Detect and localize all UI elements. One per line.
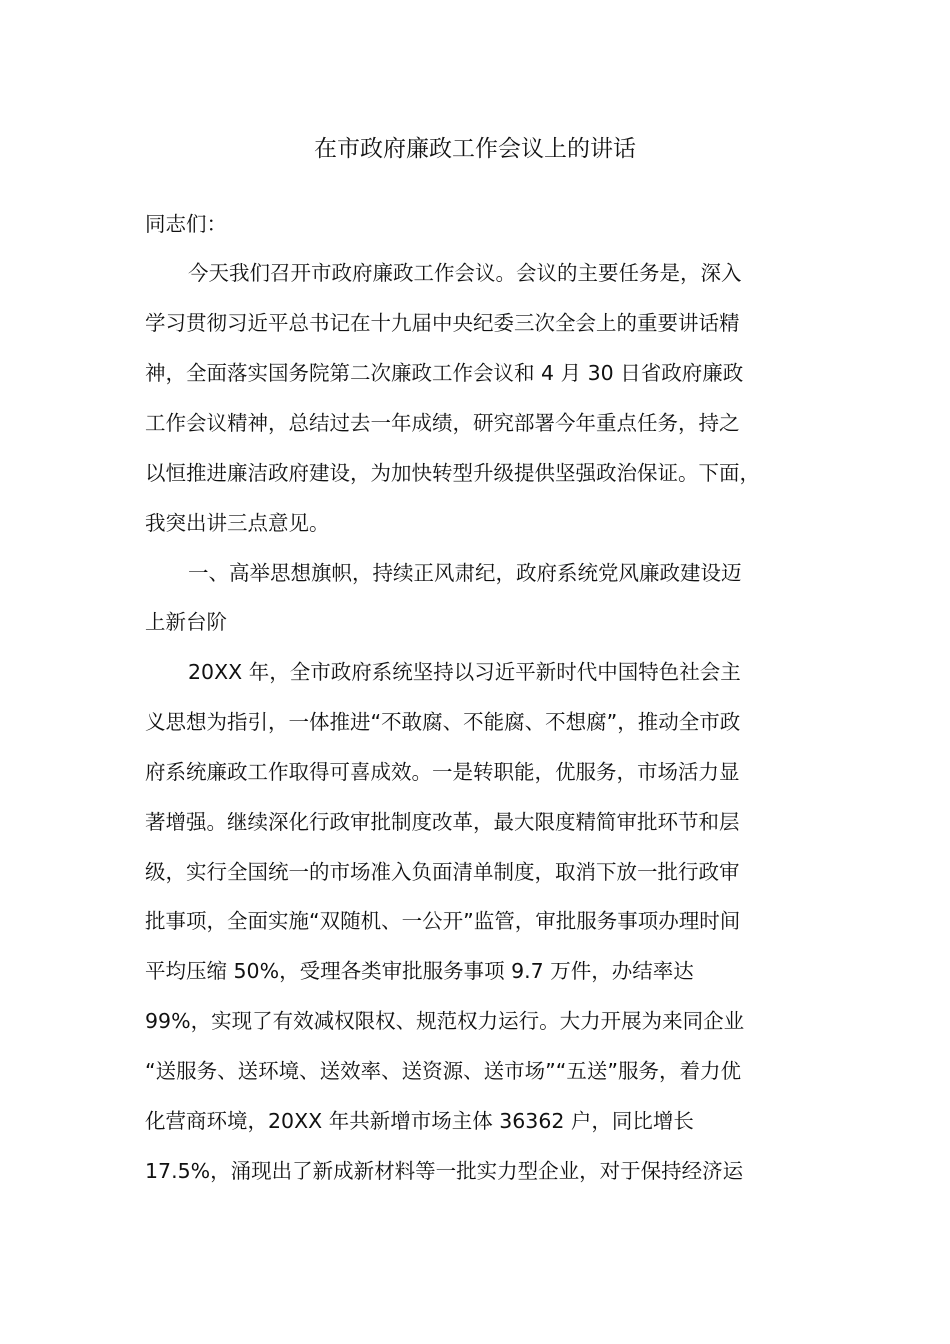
paragraph-body-line-10: 化营商环境，20XX 年共新增市场主体 36362 户，同比增长 (145, 1109, 694, 1133)
paragraph-body-line-5: 级，实行全国统一的市场准入负面清单制度，取消下放一批行政审 (145, 860, 740, 884)
paragraph-body-line-4: 著增强。继续深化行政审批制度改革，最大限度精简审批环节和层 (145, 810, 740, 834)
paragraph-body-line-11: 17.5%，涌现出了新成新材料等一批实力型企业，对于保持经济运 (145, 1159, 744, 1183)
paragraph-body-line-8: 99%，实现了有效减权限权、规范权力运行。大力开展为来同企业 (145, 1009, 745, 1033)
paragraph-body-line-3: 府系统廉政工作取得可喜成效。一是转职能，优服务，市场活力显 (145, 760, 740, 784)
paragraph-body-line-2: 义思想为指引，一体推进“不敢腐、不能腐、不想腐”，推动全市政 (145, 710, 741, 734)
document-title: 在市政府廉政工作会议上的讲话 (314, 136, 636, 162)
paragraph-intro-line-5: 以恒推进廉洁政府建设，为加快转型升级提供坚强政治保证。下面， (145, 461, 760, 485)
paragraph-intro-line-3: 神，全面落实国务院第二次廉政工作会议和 4 月 30 日省政府廉政 (145, 361, 744, 385)
salutation: 同志们： (145, 212, 227, 236)
section-heading-line-2: 上新台阶 (145, 610, 227, 634)
paragraph-body-line-1: 20XX 年，全市政府系统坚持以习近平新时代中国特色社会主 (188, 660, 741, 684)
paragraph-body-line-9: “送服务、送环境、送效率、送资源、送市场”“五送”服务，着力优 (145, 1059, 741, 1083)
paragraph-intro-line-4: 工作会议精神，总结过去一年成绩，研究部署今年重点任务，持之 (145, 411, 740, 435)
paragraph-intro-line-6: 我突出讲三点意见。 (145, 511, 330, 535)
paragraph-intro-line-1: 今天我们召开市政府廉政工作会议。会议的主要任务是，深入 (188, 261, 742, 285)
paragraph-body-line-7: 平均压缩 50%，受理各类审批服务事项 9.7 万件，办结率达 (145, 959, 694, 983)
paragraph-body-line-6: 批事项，全面实施“双随机、一公开”监管，审批服务事项办理时间 (145, 909, 741, 933)
section-heading-line-1: 一、高举思想旗帜，持续正风肃纪，政府系统党风廉政建设迈 (188, 561, 742, 585)
paragraph-intro-line-2: 学习贯彻习近平总书记在十九届中央纪委三次全会上的重要讲话精 (145, 311, 740, 335)
